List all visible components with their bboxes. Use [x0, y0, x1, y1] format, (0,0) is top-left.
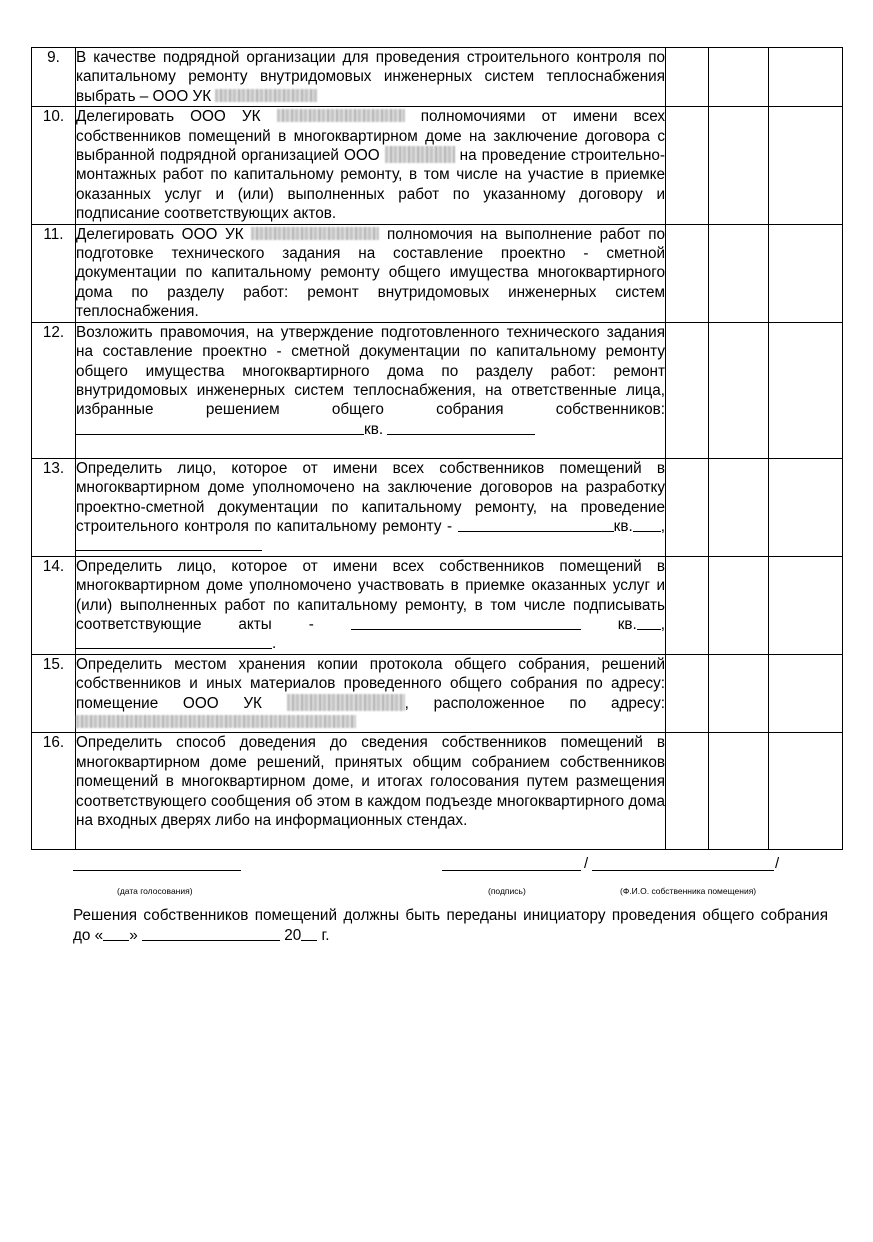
owner-name-line[interactable]	[592, 869, 774, 871]
item-text-part: кв.	[617, 615, 637, 633]
blank-deadline-month[interactable]	[142, 926, 280, 941]
item-number: 13.	[32, 458, 76, 556]
item-text-part: Делегировать ООО УК	[76, 108, 277, 126]
blank-deadline-year[interactable]	[301, 926, 317, 941]
item-text-part: кв.	[364, 420, 388, 438]
owner-name-caption: (Ф.И.О. собственника помещения)	[620, 886, 757, 896]
item-text-part: ,	[660, 615, 666, 633]
footer-text-part: г.	[317, 926, 330, 944]
separator-slash: /	[584, 855, 589, 872]
item-text-part: Определить способ доведения до сведения собственников помещений в многоквартирном доме решений, принятых общим собранием собственников помещений в многоквартирном доме, и итогах голосования путем размещения соответствующего сообщения об этом в каждом подъезде многоквартирного дома на входных дверях либо на информационных стендах.	[76, 734, 665, 829]
item-text-part: кв.	[613, 517, 633, 535]
item-text-part: Определить местом хранения копии протокола общего собрания, решений собственников и иных материалов проведенного общего собрания по адресу: помещение ООО УК	[76, 655, 665, 712]
footer-text-part: »	[129, 926, 142, 944]
submission-deadline-note	[73, 906, 828, 945]
item-number: 9.	[32, 48, 76, 107]
voting-date-caption: (дата голосования)	[117, 886, 193, 896]
item-text-part: .	[272, 635, 277, 653]
item-text-part: Возложить правомочия, на утверждение подготовленного технического задания на составление проектно - сметной документации по капитальному ремонту общего имущества многоквартирного дома по разделу работ: ремонт внутридомовых инженерных систем теплоснабжения, на ответственные лица, избранные решением общего собрания собственников:	[76, 323, 665, 419]
item-text-part: В качестве подрядной организации для проведения строительного контроля по капитальному ремонту внутридомовых инженерных систем теплоснабжения выбрать – ООО УК	[76, 49, 665, 105]
item-number: 11.	[32, 224, 76, 322]
item-text-part: Определить лицо, которое от имени всех собственников помещений в многоквартирном доме уполномочено участвовать в приемке оказанных услуг и (или) выполненных работ по капитальному ремонту, в том числе подписывать соответствующие акты -	[76, 557, 665, 633]
blank-deadline-day[interactable]	[103, 926, 129, 941]
item-text-part: Делегировать ООО УК	[76, 225, 252, 243]
item-text-part: , расположенное по адресу:	[404, 694, 665, 712]
separator-slash: /	[775, 855, 780, 872]
signature-line[interactable]	[442, 869, 581, 871]
item-text-part: на проведение строительно-монтажных работ по капитальному ремонту, в том числе на участие в приемке оказанных услуг и (или) выполненных работ по указанному договору и подписание соответствующих актов.	[76, 147, 665, 223]
item-text-part: полномочия на выполнение работ по подготовке технического задания на составление проектно - сметной документации по капитальному ремонту общего имущества многоквартирного дома по разделу работ: ремонт внутридомовых инженерных систем теплоснабжения.	[76, 225, 665, 321]
item-number: 16.	[32, 733, 76, 850]
item-text-part: полномочиями от имени всех собственников помещений в многоквартирном доме на заключение договора с выбранной подрядной организацией ООО	[76, 108, 666, 165]
item-text-part: ,	[660, 517, 665, 535]
item-number: 10.	[32, 107, 76, 224]
signature-caption: (подпись)	[488, 886, 526, 896]
item-number: 12.	[32, 322, 76, 458]
footer-text-part: Решения собственников помещений должны быть переданы инициатору проведения общего собрания до «	[73, 907, 828, 944]
item-number: 14.	[32, 556, 76, 654]
item-number: 15.	[32, 654, 76, 733]
footer-text-part: 20	[279, 926, 302, 944]
voting-date-line[interactable]	[73, 869, 241, 871]
item-text-part: Определить лицо, которое от имени всех собственников помещений в многоквартирном доме уполномочено на заключение договоров на разработку проектно-сметной документации по капитальному ремонту, на проведение строительного контроля по капитальному ремонту -	[76, 459, 665, 535]
